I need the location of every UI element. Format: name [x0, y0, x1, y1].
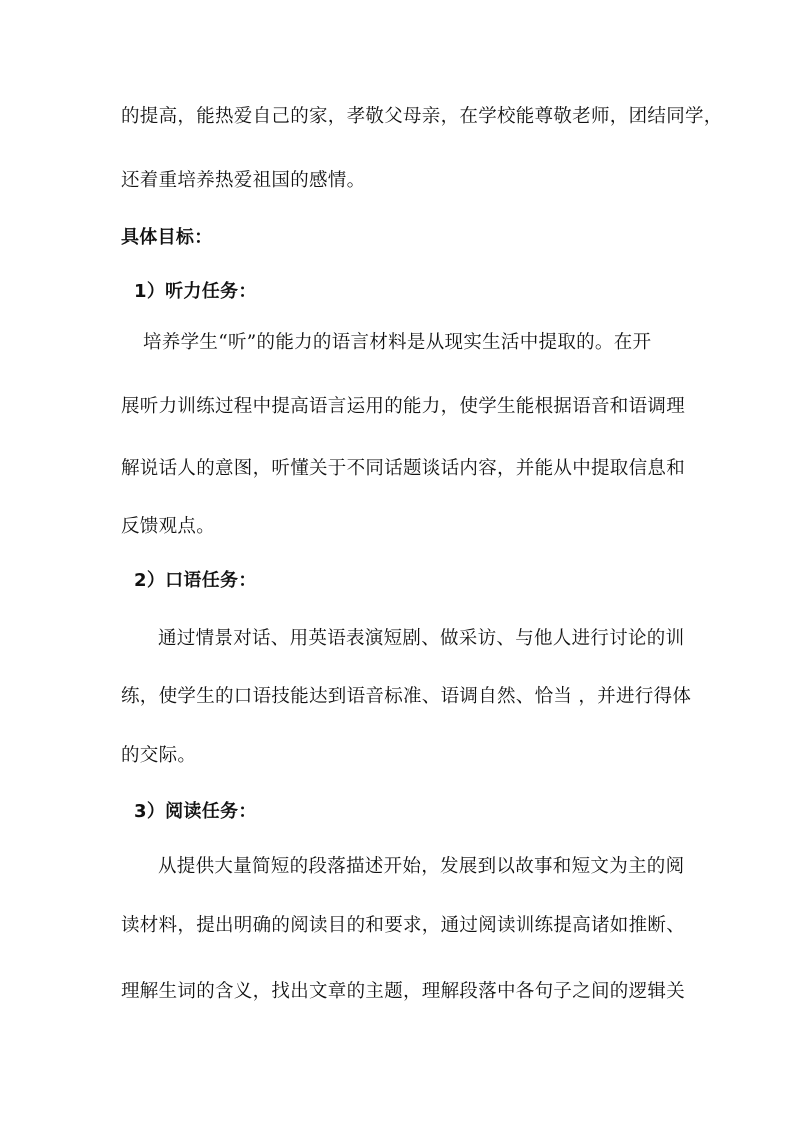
- paragraph-line: 练，使学生的口语技能达到语音标准、语调自然、恰当 ，并进行得体: [121, 686, 692, 707]
- section-heading-reading: 3）阅读任务：: [134, 801, 257, 822]
- paragraph-line: 通过情景对话、用英语表演短剧、做采访、与他人进行讨论的训: [158, 628, 685, 649]
- section-heading-listening: 1）听力任务：: [134, 281, 257, 302]
- paragraph-line: 培养学生“听”的能力的语言材料是从现实生活中提取的。在开: [143, 332, 652, 353]
- paragraph-line: 读材料，提出明确的阅读目的和要求，通过阅读训练提高诸如推断、: [121, 915, 686, 936]
- section-heading-speaking: 2）口语任务：: [134, 570, 257, 591]
- paragraph-line: 的交际。: [121, 745, 197, 766]
- section-heading-goals: 具体目标：: [121, 227, 213, 248]
- paragraph-line: 理解生词的含义，找出文章的主题，理解段落中各句子之间的逻辑关: [121, 981, 686, 1002]
- paragraph-line: 展听力训练过程中提高语言运用的能力，使学生能根据语音和语调理: [121, 396, 686, 417]
- paragraph-line: 解说话人的意图，听懂关于不同话题谈话内容，并能从中提取信息和: [121, 458, 686, 479]
- paragraph-line: 从提供大量简短的段落描述开始，发展到以故事和短文为主的阅: [158, 856, 685, 877]
- paragraph-line: 的提高，能热爱自己的家，孝敬父母亲，在学校能尊敬老师，团结同学，: [121, 106, 723, 127]
- paragraph-line: 反馈观点。: [121, 516, 216, 537]
- paragraph-line: 还着重培养热爱祖国的感情。: [121, 170, 366, 191]
